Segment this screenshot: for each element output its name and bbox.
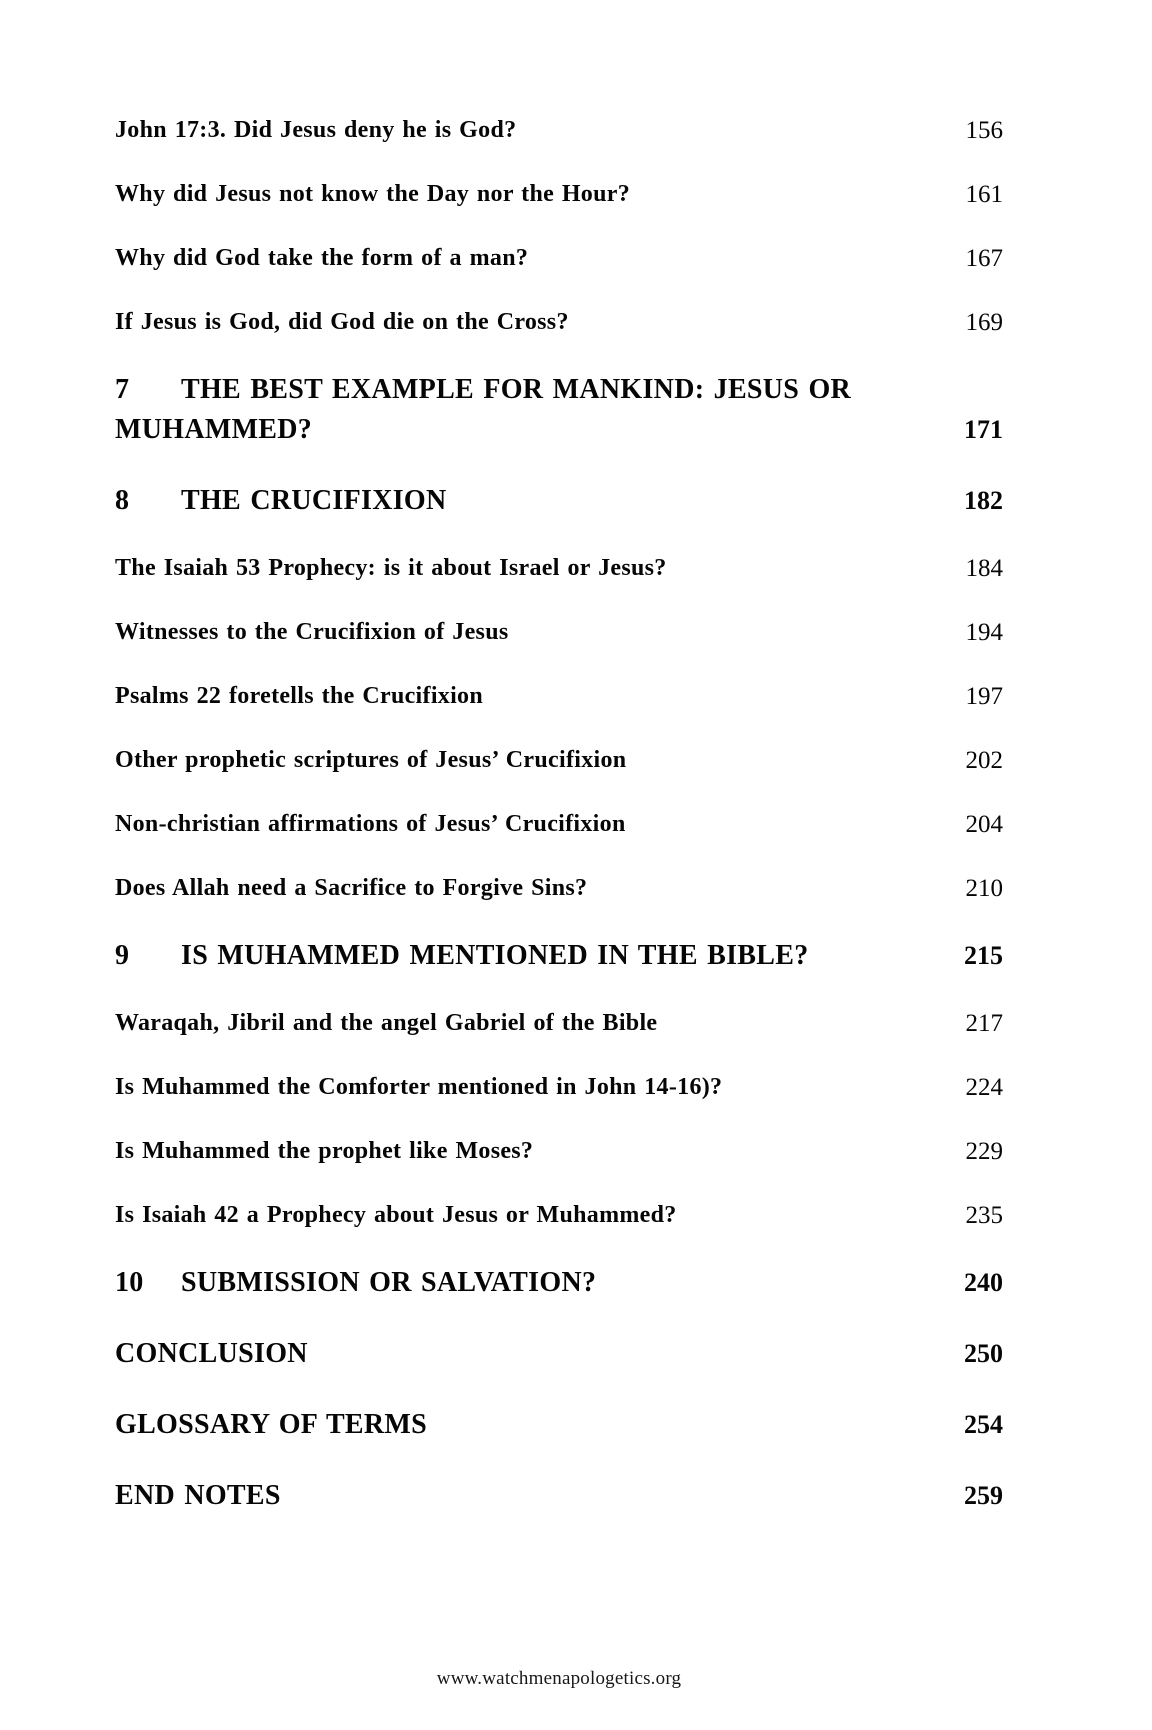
page-number: 229 bbox=[965, 1138, 1003, 1165]
toc-entry-row bbox=[115, 616, 1003, 649]
page-number: 210 bbox=[965, 875, 1003, 902]
toc-entry-row bbox=[115, 178, 1003, 211]
page-number: 194 bbox=[965, 619, 1003, 646]
entry-title: Is Isaiah 42 a Prophecy about Jesus or Muhammed? bbox=[115, 1202, 677, 1228]
chapter-number: 9 bbox=[115, 940, 130, 971]
entry-title: John 17:3. Did Jesus deny he is God? bbox=[115, 117, 517, 143]
toc-entry-row bbox=[115, 552, 1003, 585]
page-number: 156 bbox=[965, 117, 1003, 144]
section-title: CONCLUSION bbox=[115, 1338, 308, 1369]
chapter-number: 8 bbox=[115, 485, 130, 516]
section-title: GLOSSARY OF TERMS bbox=[115, 1409, 428, 1440]
chapter-title bbox=[115, 370, 851, 450]
toc-entry-row bbox=[115, 1199, 1003, 1232]
page-number: 169 bbox=[965, 309, 1003, 336]
toc-entry-row bbox=[115, 680, 1003, 713]
page-number: 224 bbox=[965, 1074, 1003, 1101]
page-number: 167 bbox=[965, 245, 1003, 272]
chapter-title bbox=[115, 1263, 596, 1303]
toc-chapter-row bbox=[115, 370, 1003, 450]
toc-section-row bbox=[115, 1405, 1003, 1445]
entry-title: Non-christian affirmations of Jesus’ Crucifixion bbox=[115, 811, 626, 837]
toc-entry-row bbox=[115, 242, 1003, 275]
entry-title: The Isaiah 53 Prophecy: is it about Israel or Jesus? bbox=[115, 555, 667, 581]
toc-entry-row bbox=[115, 744, 1003, 777]
entry-title: Why did Jesus not know the Day nor the Hour? bbox=[115, 181, 631, 207]
page-number: 235 bbox=[965, 1202, 1003, 1229]
entry-title: Psalms 22 foretells the Crucifixion bbox=[115, 683, 484, 709]
toc-chapter-row bbox=[115, 481, 1003, 521]
page-number: 254 bbox=[964, 1410, 1003, 1439]
chapter-title-line: IS MUHAMMED MENTIONED IN THE BIBLE? bbox=[181, 940, 809, 971]
entry-title: Why did God take the form of a man? bbox=[115, 245, 529, 271]
entry-title: Other prophetic scriptures of Jesus’ Crucifixion bbox=[115, 747, 627, 773]
page-number: 204 bbox=[965, 811, 1003, 838]
chapter-number: 10 bbox=[115, 1267, 144, 1298]
page-number: 184 bbox=[965, 555, 1003, 582]
page-number: 182 bbox=[964, 486, 1003, 515]
page-number: 240 bbox=[964, 1268, 1003, 1297]
page-number: 215 bbox=[964, 941, 1003, 970]
chapter-title-line: MUHAMMED? bbox=[115, 414, 313, 445]
entry-title: Waraqah, Jibril and the angel Gabriel of the Bible bbox=[115, 1010, 658, 1036]
toc-entry-row bbox=[115, 1007, 1003, 1040]
page-number: 171 bbox=[964, 415, 1003, 444]
toc-chapter-row bbox=[115, 1263, 1003, 1303]
toc-entry-row bbox=[115, 1135, 1003, 1168]
chapter-title bbox=[115, 936, 809, 976]
toc-chapter-row bbox=[115, 936, 1003, 976]
entry-title: If Jesus is God, did God die on the Cross? bbox=[115, 309, 569, 335]
chapter-title-line: THE CRUCIFIXION bbox=[181, 485, 447, 516]
toc-entry-row bbox=[115, 114, 1003, 147]
toc-section-row bbox=[115, 1476, 1003, 1516]
entry-title: Witnesses to the Crucifixion of Jesus bbox=[115, 619, 509, 645]
page-number: 161 bbox=[965, 181, 1003, 208]
chapter-title-line: SUBMISSION OR SALVATION? bbox=[181, 1267, 597, 1298]
section-title: END NOTES bbox=[115, 1480, 281, 1511]
entry-title: Is Muhammed the Comforter mentioned in John 14-16)? bbox=[115, 1074, 723, 1100]
page-number: 197 bbox=[965, 683, 1003, 710]
toc-entry-row bbox=[115, 872, 1003, 905]
entry-title: Is Muhammed the prophet like Moses? bbox=[115, 1138, 534, 1164]
page-number: 250 bbox=[964, 1339, 1003, 1368]
chapter-title bbox=[115, 481, 447, 521]
toc-entry-row bbox=[115, 808, 1003, 841]
footer-url: www.watchmenapologetics.org bbox=[436, 1668, 682, 1689]
chapter-number: 7 bbox=[115, 374, 130, 405]
chapter-title-line: THE BEST EXAMPLE FOR MANKIND: JESUS OR bbox=[181, 374, 852, 405]
page-number: 259 bbox=[964, 1481, 1003, 1510]
page-number: 202 bbox=[965, 747, 1003, 774]
entry-title: Does Allah need a Sacrifice to Forgive Sins? bbox=[115, 875, 588, 901]
page-number: 217 bbox=[965, 1010, 1003, 1037]
toc-entry-row bbox=[115, 1071, 1003, 1104]
toc-section-row bbox=[115, 1334, 1003, 1374]
toc-entry-row bbox=[115, 306, 1003, 339]
